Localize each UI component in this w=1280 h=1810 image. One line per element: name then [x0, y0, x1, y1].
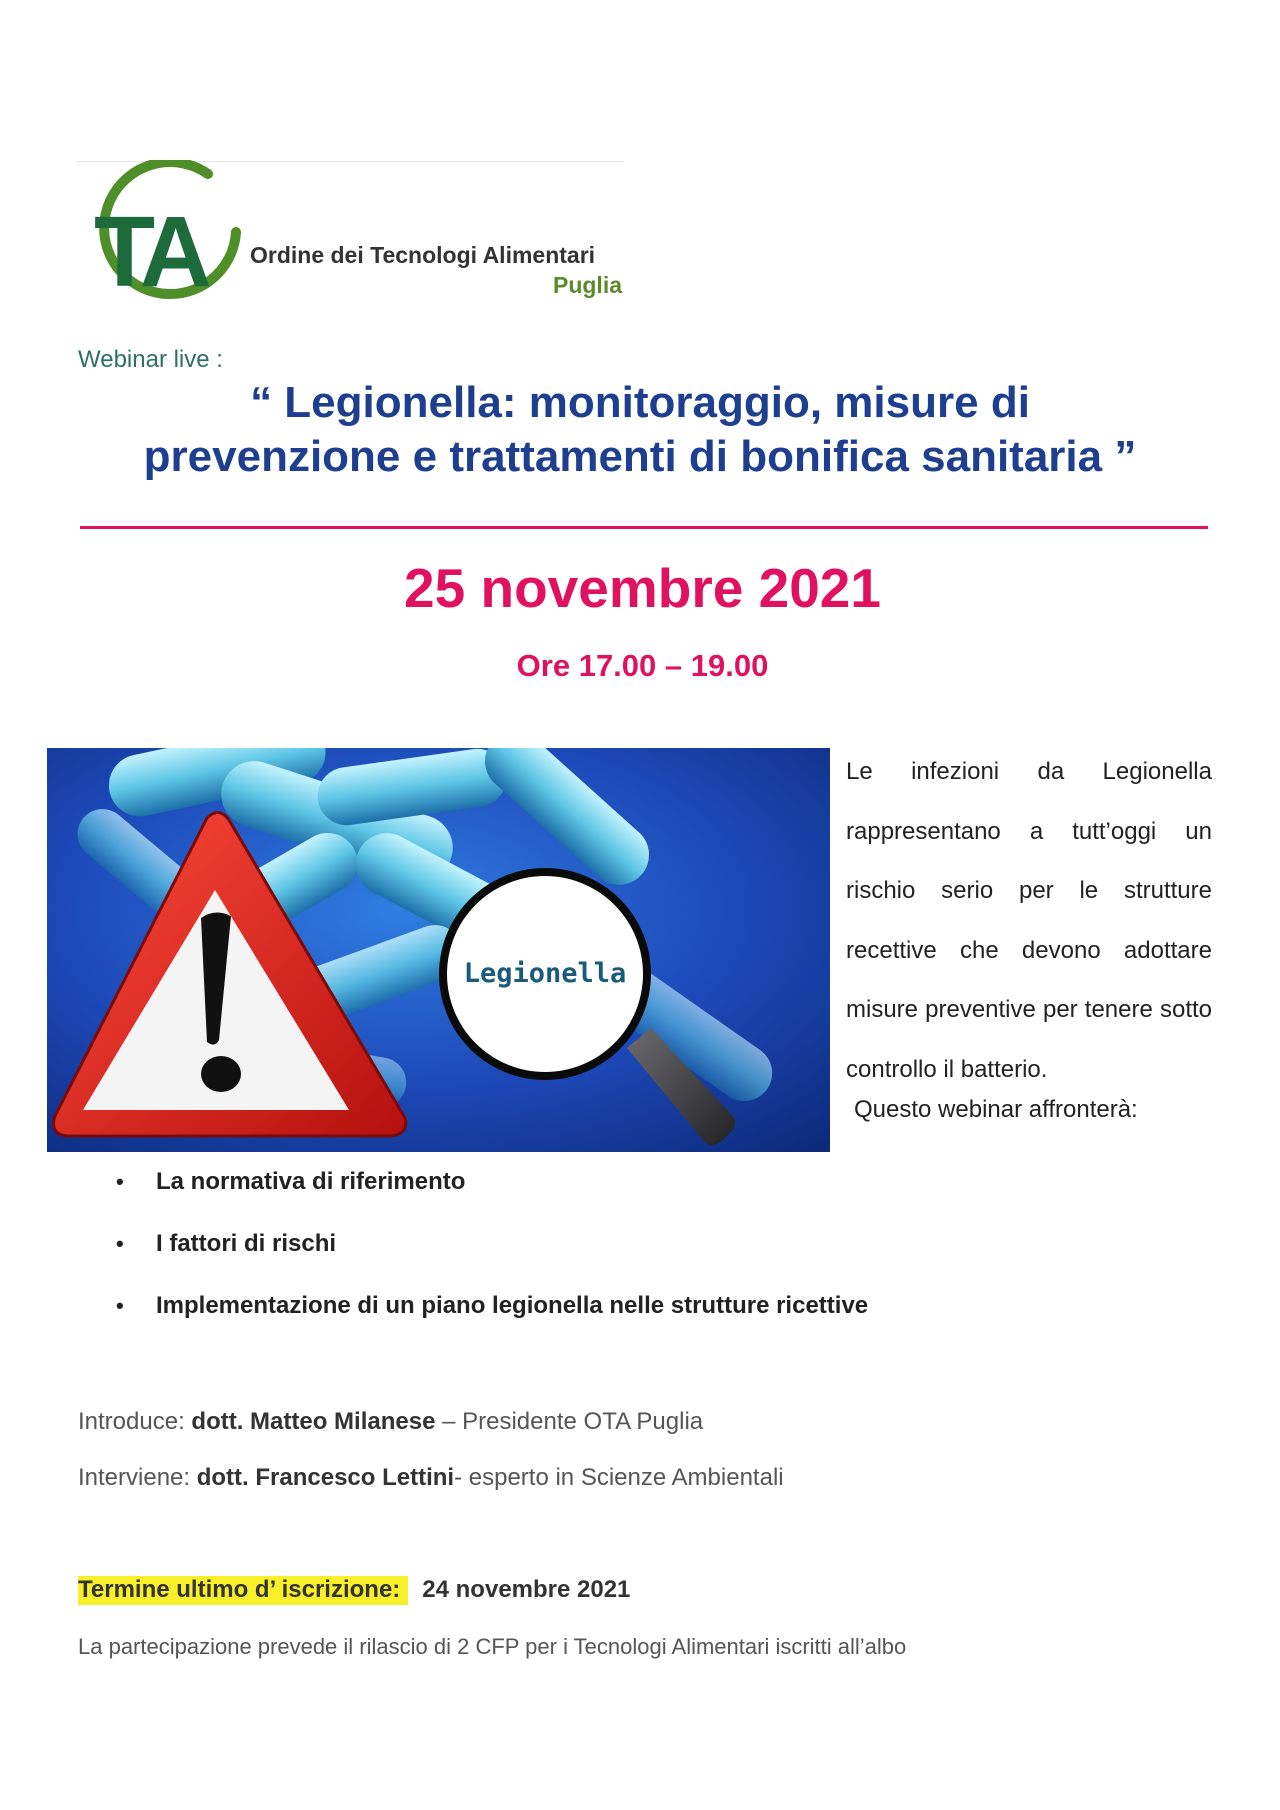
- ota-logo: [76, 160, 624, 318]
- speaker-label: Interviene:: [78, 1464, 197, 1491]
- intro-paragraph: Le infezioni da Legionella rappresentano a tutt’oggi un rischio serio per le strutture recettive che devono adottare misure preventive per tenere sotto controllo il batterio.: [846, 758, 1212, 1083]
- deadline-date: 24 novembre 2021: [422, 1576, 631, 1603]
- speaker-line: [78, 1464, 784, 1492]
- list-item: • La normativa di riferimento: [112, 1160, 868, 1222]
- hero-image: [47, 748, 830, 1152]
- title-line-1: “ Legionella: monitoraggio, misure di: [250, 378, 1030, 427]
- topics-list: [112, 1160, 868, 1346]
- lens-text: Legionella: [463, 958, 627, 989]
- registration-deadline: [78, 1576, 630, 1604]
- title-line-2: prevenzione e trattamenti di bonifica sanitaria ”: [143, 432, 1137, 481]
- svg-text:TA: TA: [94, 196, 204, 308]
- list-item: • Implementazione di un piano legionella nelle strutture ricettive: [112, 1284, 868, 1346]
- webinar-eyebrow: Webinar live :: [78, 346, 223, 373]
- introducer-label: Introduce:: [78, 1408, 192, 1435]
- cfp-note: La partecipazione prevede il rilascio di 2 CFP per i Tecnologi Alimentari iscritti all’albo: [78, 1634, 907, 1659]
- title-divider: [80, 526, 1208, 529]
- event-time: Ore 17.00 – 19.00: [516, 648, 769, 683]
- introducer-line: [78, 1408, 703, 1436]
- ota-logo-mark-icon: [76, 160, 256, 318]
- introducer-name: dott. Matteo Milanese: [191, 1408, 436, 1435]
- logo-org-name: Ordine dei Tecnologi Alimentari: [250, 242, 596, 268]
- logo-region: Puglia: [552, 272, 622, 298]
- intro-lead: Questo webinar affronterà:: [854, 1096, 1138, 1123]
- speaker-role: - esperto in Scienze Ambientali: [454, 1464, 784, 1491]
- deadline-label: Termine ultimo d’ iscrizione:: [78, 1576, 408, 1605]
- speaker-name: dott. Francesco Lettini: [196, 1464, 455, 1491]
- page-title: [60, 376, 1220, 484]
- event-date: 25 novembre 2021: [404, 557, 881, 619]
- introducer-role: – Presidente OTA Puglia: [435, 1408, 704, 1435]
- list-item: • I fattori di rischi: [112, 1222, 868, 1284]
